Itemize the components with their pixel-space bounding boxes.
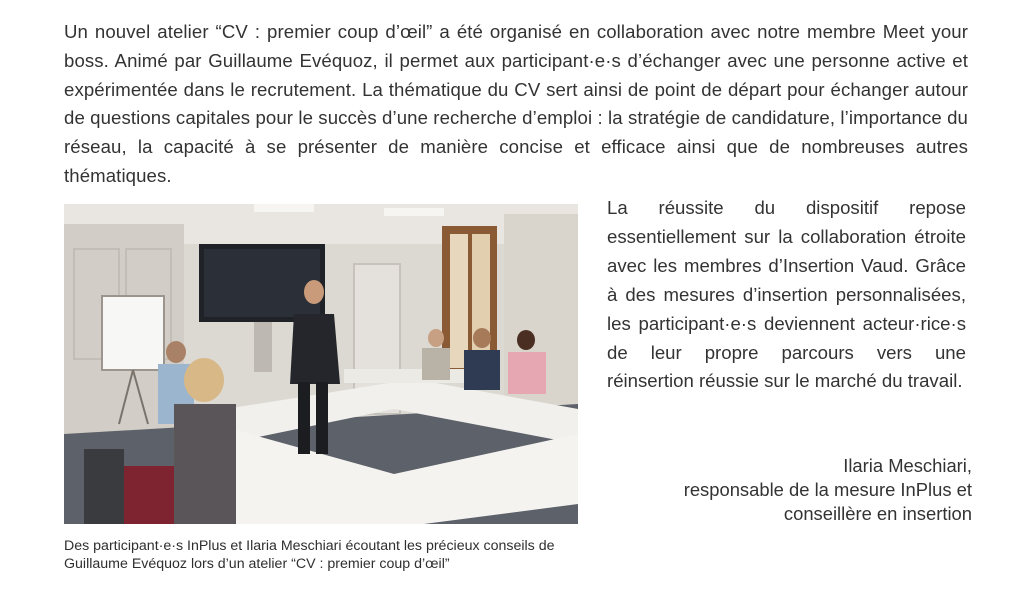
- intro-paragraph: Un nouvel atelier “CV : premier coup d’œil” a été organisé en collaboration avec notre membre Meet your boss. Animé par Guillaume Evéquoz, il permet aux participant·e·s d’échanger avec une personne active et expérimentée dans le recrutement. La thématique du CV sert ainsi de point de départ pour échanger autour de questions capitales pour le succès d’une recherche d’emploi : la stratégie de candidature, l’importance du réseau, la capacité à se présenter de manière concise et efficace ainsi que de nombreuses autres thématiques.: [64, 21, 968, 186]
- signature-role-line2: conseillère en insertion: [783, 503, 972, 525]
- side-paragraph: La réussite du dispositif repose essentiellement sur la collaboration étroite avec les membres d’Insertion Vaud. Grâce à des mesures d’insertion personnalisées, les participant·e·s deviennent acteur·rice·s de leur propre parcours vers une réinsertion réussie sur le marché du travail.: [607, 197, 966, 392]
- signature-role-line1: responsable de la mesure InPlus et: [683, 479, 972, 501]
- signature-name: Ilaria Meschiari,: [843, 455, 972, 476]
- signature-block: [612, 454, 972, 527]
- photo-caption: Des participant·e·s InPlus et Ilaria Meschiari écoutant les précieux conseils de Guillaume Evéquoz lors d’un atelier “CV : premier coup d’œil”: [64, 538, 555, 572]
- workshop-photo: [64, 204, 578, 524]
